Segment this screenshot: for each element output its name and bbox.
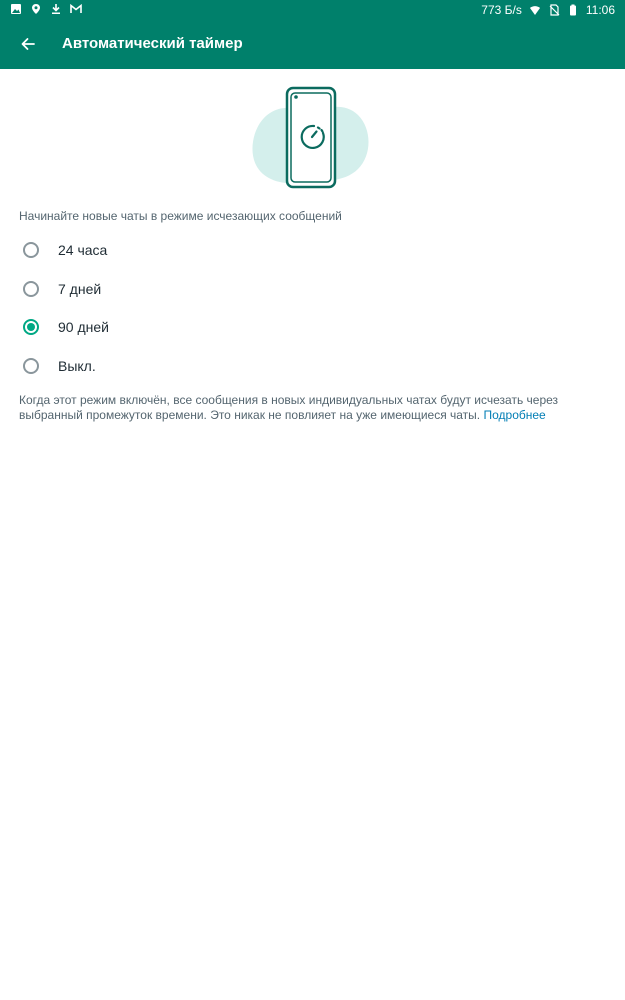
download-icon [50, 3, 62, 15]
option-7-days[interactable] [0, 270, 625, 308]
option-90-days[interactable] [0, 308, 625, 346]
radio-button-checked[interactable] [23, 319, 39, 335]
info-note-text: Когда этот режим включён, все сообщения в новых индивидуальных чатах будут исчезать через выбранный промежуток времени. Это никак не повлияет на уже имеющиеся чаты. [19, 393, 559, 422]
status-time: 11:06 [585, 3, 615, 17]
no-sim-icon [548, 4, 560, 16]
location-pin-icon [30, 3, 42, 15]
radio-button[interactable] [23, 281, 39, 297]
signal-icon [529, 4, 541, 16]
page-title: Автоматический таймер [62, 35, 243, 52]
option-label: 90 дней [58, 319, 109, 335]
option-off[interactable] [0, 347, 625, 385]
section-heading: Начинайте новые чаты в режиме исчезающих сообщений [19, 209, 342, 223]
gmail-icon [70, 3, 82, 15]
status-left-icons [10, 3, 82, 15]
learn-more-link[interactable]: Подробнее [483, 408, 546, 422]
arrow-back-icon [20, 36, 36, 52]
back-button[interactable] [14, 30, 42, 58]
option-label: 7 дней [58, 281, 102, 297]
battery-icon [567, 4, 579, 16]
app-bar [0, 20, 625, 69]
option-24-hours[interactable] [0, 231, 625, 269]
status-bar [0, 0, 625, 20]
option-label: Выкл. [58, 358, 96, 374]
status-right-area [481, 3, 615, 17]
radio-button[interactable] [23, 358, 39, 374]
image-icon [10, 3, 22, 15]
phone-timer-icon [250, 85, 372, 191]
net-speed: 773 Б/s [481, 3, 522, 17]
option-label: 24 часа [58, 242, 108, 258]
radio-button[interactable] [23, 242, 39, 258]
info-note [19, 393, 609, 423]
